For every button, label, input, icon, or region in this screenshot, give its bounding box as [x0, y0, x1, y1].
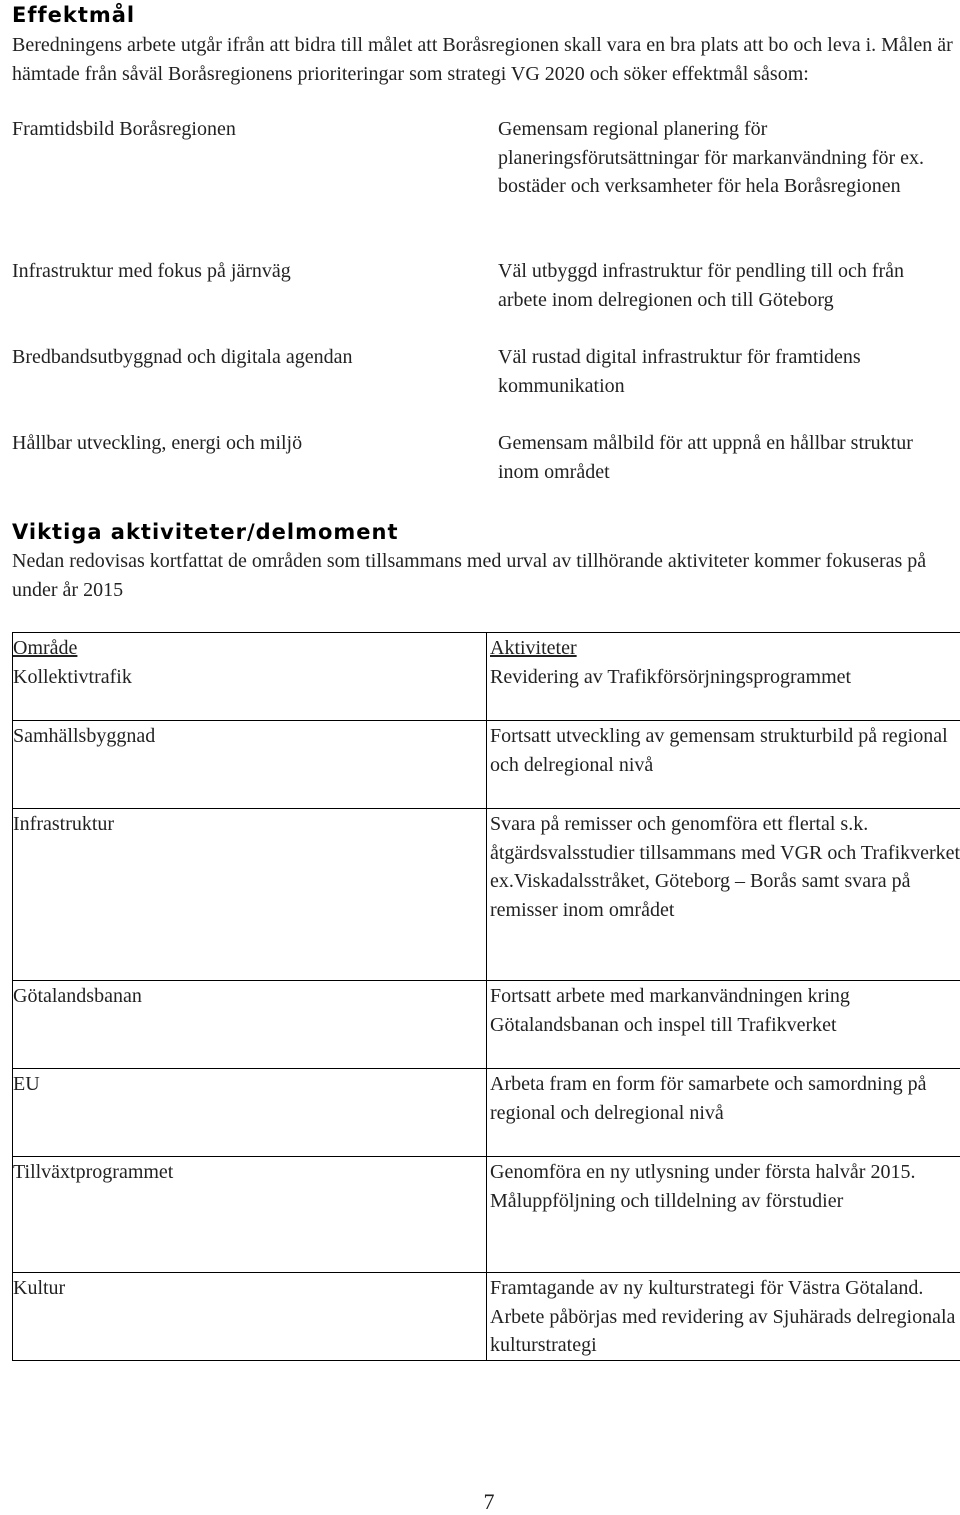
- table-cell-area: [13, 721, 487, 809]
- document-page: [12, 0, 960, 1361]
- table-cell-activity: [487, 721, 960, 809]
- table-cell-activity: [487, 809, 960, 981]
- table-row: [13, 981, 960, 1069]
- aktiviteter-intro: Nedan redovisas kortfattat de områden som tillsammans med urval av tillhörande aktiviteter kommer fokuseras på under år 2015: [12, 550, 927, 601]
- goals-list: [12, 115, 957, 486]
- page-number: 7: [483, 1489, 495, 1514]
- area-text: EU: [13, 1073, 40, 1095]
- activity-text: Revidering av Trafikförsörjningsprogrammet: [490, 665, 852, 688]
- activities-table: [12, 632, 960, 1361]
- activity-text: Fortsatt arbete med markanvändningen kring Götalandsbanan och inspel till Trafikverket: [490, 985, 850, 1036]
- table-cell-area: [13, 633, 487, 721]
- table-row: [13, 1157, 960, 1273]
- table-row: [13, 633, 960, 721]
- goal-area: Framtidsbild Boråsregionen: [12, 118, 236, 140]
- table-cell-area: [13, 981, 487, 1069]
- goal-area: Bredbandsutbyggnad och digitala agendan: [12, 346, 353, 368]
- goal-text: Väl rustad digital infrastruktur för framtidens kommunikation: [498, 346, 861, 397]
- table-cell-activity: [487, 981, 960, 1069]
- area-text: Infrastruktur: [13, 813, 115, 835]
- table-cell-area: [13, 1157, 487, 1273]
- column-header-area: Område: [13, 637, 78, 659]
- goal-text: Väl utbyggd infrastruktur för pendling till och från arbete inom delregionen och till Göteborg: [498, 260, 905, 311]
- effektmal-intro: Beredningens arbete utgår ifrån att bidra till målet att Boråsregionen skall vara en bra plats att bo och leva i. Målen är hämtade från såväl Boråsregionens prioriteringar som strategi VG 2020 och söker effektmål såsom:: [12, 34, 953, 85]
- column-header-activities: Aktiviteter: [490, 637, 577, 659]
- area-text: Tillväxtprogrammet: [13, 1161, 174, 1183]
- table-cell-activity: [487, 1273, 960, 1361]
- table-cell-activity: [487, 1069, 960, 1157]
- table-row: [13, 1273, 960, 1361]
- table-cell-activity: [487, 633, 960, 721]
- area-text: Kultur: [13, 1277, 66, 1299]
- goal-row: [12, 343, 957, 429]
- area-text: Götalandsbanan: [13, 985, 142, 1007]
- section-heading-effektmal: Effektmål: [12, 3, 136, 27]
- activity-text: Svara på remisser och genomföra ett flertal s.k. åtgärdsvalsstudier tillsammans med VGR och Trafikverket ex.Viskadalsstråket, Göteborg – Borås samt svara på remisser inom området: [490, 813, 960, 921]
- activity-text: Genomföra en ny utlysning under första halvår 2015. Måluppföljning och tilldelning av förstudier: [490, 1161, 916, 1212]
- goal-area: Infrastruktur med fokus på järnväg: [12, 260, 291, 282]
- goal-row: [12, 429, 957, 486]
- table-cell-activity: [487, 1157, 960, 1273]
- table-cell-area: [13, 809, 487, 981]
- goal-row: [12, 115, 957, 257]
- section-heading-aktiviteter: Viktiga aktiviteter/delmoment: [12, 520, 399, 544]
- goal-text: Gemensam regional planering för planeringsförutsättningar för markanvändning för ex. bostäder och verksamheter för hela Boråsregionen: [498, 118, 924, 197]
- table-cell-area: [13, 1069, 487, 1157]
- table-row: [13, 721, 960, 809]
- area-text: Samhällsbyggnad: [13, 725, 156, 747]
- goal-row: [12, 257, 957, 343]
- activity-text: Arbeta fram en form för samarbete och samordning på regional och delregional nivå: [490, 1073, 927, 1124]
- activity-text: Framtagande av ny kulturstrategi för Västra Götaland. Arbete påbörjas med revidering av Sjuhärads delregionala kulturstrategi: [490, 1277, 956, 1356]
- activity-text: Fortsatt utveckling av gemensam strukturbild på regional och delregional nivå: [490, 725, 948, 776]
- goal-text: Gemensam målbild för att uppnå en hållbar struktur inom området: [498, 432, 913, 483]
- goal-area: Hållbar utveckling, energi och miljö: [12, 432, 303, 454]
- table-row: [13, 1069, 960, 1157]
- table-cell-area: [13, 1273, 487, 1361]
- table-row: [13, 809, 960, 981]
- area-text: Kollektivtrafik: [13, 665, 132, 688]
